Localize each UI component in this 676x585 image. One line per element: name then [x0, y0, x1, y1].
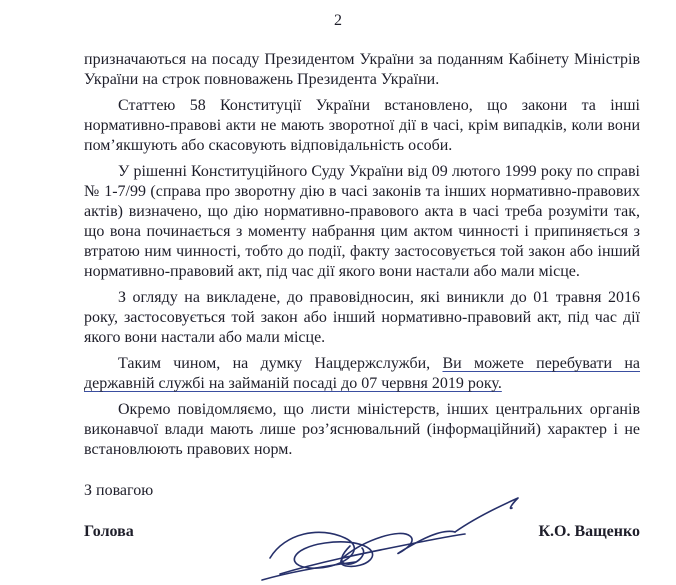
paragraph-text: У рішенні Конституційного Суду України від 09 лютого 1999 року по справі № 1-7/99 (справа про зворотну дію в часі законів та інших нормативно-правових актів) визначено, що дію нормативно-правового акта в часі треба розуміти так, що вона починається з моменту набрання цим актом чинності і припиняється з втратою ним чинності, тобто до події, факту застосовується той закон або інший нормативно-правовий акт, під час дії якого вони настали або мали місце. — [84, 163, 640, 280]
paragraph-text: Статтею 58 Конституції України встановлено, що закони та інші нормативно-правові акти не мають зворотної дії в часі, крім випадків, коли вони пом’якшують або скасовують відповідальність особи. — [84, 97, 640, 154]
page-number: 2 — [334, 12, 342, 29]
paragraph-text: Окремо повідомляємо, що листи міністерств, інших центральних органів виконавчої влади мають лише роз’яснювальний (інформаційний) характер і не встановлюють правових норм. — [84, 401, 640, 458]
paragraph-4 — [84, 288, 640, 348]
signatory-name: К.О. Ващенко — [538, 523, 640, 540]
paragraph-text: З огляду на викладене, до правовідносин, які виникли до 01 травня 2016 року, застосовується той закон або інший нормативно-правовий акт, під час дії якого вони настали або мали місце. — [84, 289, 640, 346]
paragraph-6 — [84, 400, 640, 460]
letter-body — [84, 50, 640, 466]
paragraph-text: Таким чином, на думку Нацдержслужби, — [118, 355, 443, 372]
closing-salutation: З повагою — [84, 482, 154, 499]
paragraph-5 — [84, 354, 640, 394]
signatory-position: Голова — [84, 523, 134, 540]
paragraph-text: призначаються на посаду Президентом України за поданням Кабінету Міністрів України на строк повноважень Президента України. — [84, 51, 640, 88]
handwritten-signature — [250, 488, 540, 583]
paragraph-3 — [84, 162, 640, 282]
paragraph-1 — [84, 50, 640, 90]
paragraph-2 — [84, 96, 640, 156]
underlined-conclusion: Ви можете перебувати на державній службі на займаній посаді до 07 червня 2019 року. — [84, 355, 641, 392]
